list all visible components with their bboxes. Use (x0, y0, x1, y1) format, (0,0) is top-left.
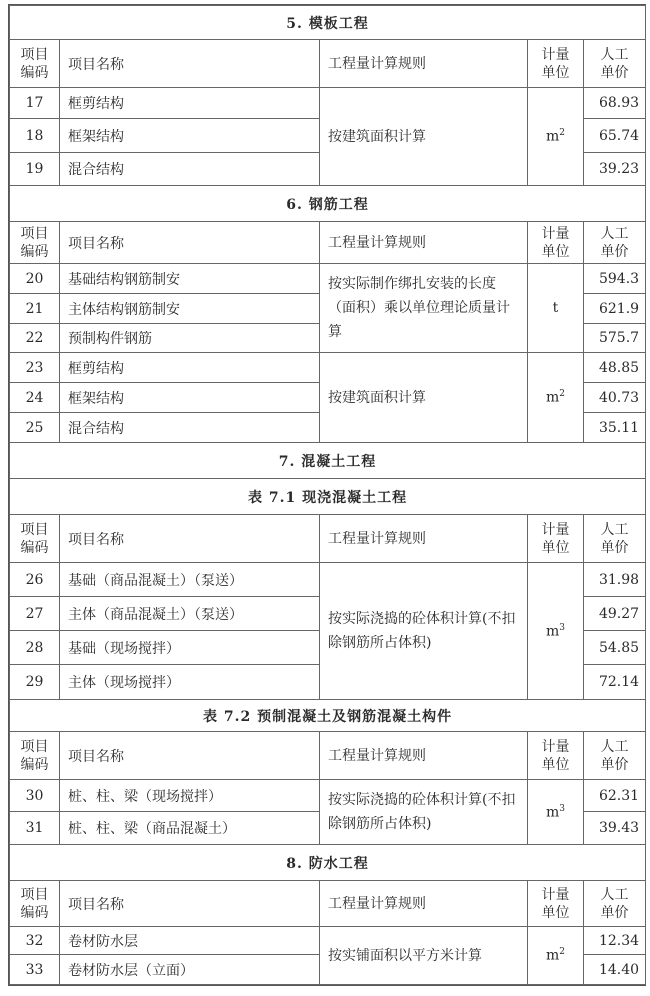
item-price: 48.85 (584, 353, 646, 383)
header-code: 项目 编码 (10, 881, 60, 927)
item-price: 39.43 (584, 812, 646, 845)
item-name: 框剪结构 (60, 88, 320, 119)
calc-rule: 按实际制作绑扎安装的长度（面积）乘以单位理论质量计算 (320, 264, 528, 353)
item-name: 基础（现场搅拌） (60, 631, 320, 665)
table-row (10, 88, 646, 119)
subtable-title-precast: 表 7.2 预制混凝土及钢筋混凝土构件 (10, 700, 646, 732)
header-unit: 计量 单位 (528, 222, 584, 264)
header-price: 人工 单价 (584, 732, 646, 780)
header-code: 项目 编码 (10, 40, 60, 88)
header-rule: 工程量计算规则 (320, 732, 528, 780)
item-name: 卷材防水层（立面） (60, 955, 320, 985)
item-name: 基础结构钢筋制安 (60, 264, 320, 294)
item-code: 23 (10, 353, 60, 383)
item-code: 22 (10, 324, 60, 353)
item-name: 主体（商品混凝土）（泵送） (60, 597, 320, 631)
item-name: 预制构件钢筋 (60, 324, 320, 353)
header-name: 项目名称 (60, 222, 320, 264)
unit-cell: $m^2$ (528, 88, 584, 186)
item-price: 621.9 (584, 294, 646, 324)
item-name: 桩、柱、梁（商品混凝土） (60, 812, 320, 845)
header-rule: 工程量计算规则 (320, 515, 528, 563)
item-code: 20 (10, 264, 60, 294)
header-code: 项目 编码 (10, 222, 60, 264)
item-code: 24 (10, 383, 60, 413)
table-row (10, 264, 646, 294)
header-row (10, 732, 646, 780)
item-code: 19 (10, 153, 60, 186)
item-price: 12.34 (584, 927, 646, 955)
item-name: 框架结构 (60, 119, 320, 153)
calc-rule: 按建筑面积计算 (320, 88, 528, 186)
header-price: 人工 单价 (584, 40, 646, 88)
item-price: 14.40 (584, 955, 646, 985)
item-price: 594.3 (584, 264, 646, 294)
header-name: 项目名称 (60, 40, 320, 88)
header-unit: 计量 单位 (528, 515, 584, 563)
item-code: 17 (10, 88, 60, 119)
item-code: 27 (10, 597, 60, 631)
header-unit: 计量 单位 (528, 881, 584, 927)
item-price: 49.27 (584, 597, 646, 631)
unit-cell: $m^2$ (528, 927, 584, 985)
section-title-formwork: 5. 模板工程 (10, 6, 646, 40)
header-name: 项目名称 (60, 515, 320, 563)
calc-rule: 按实际浇捣的砼体积计算(不扣除钢筋所占体积) (320, 780, 528, 845)
header-price: 人工 单价 (584, 222, 646, 264)
price-table-document (8, 4, 646, 986)
item-name: 框架结构 (60, 383, 320, 413)
item-code: 18 (10, 119, 60, 153)
item-name: 基础（商品混凝土）（泵送） (60, 563, 320, 597)
item-name: 卷材防水层 (60, 927, 320, 955)
item-price: 62.31 (584, 780, 646, 812)
header-rule: 工程量计算规则 (320, 881, 528, 927)
item-code: 28 (10, 631, 60, 665)
item-name: 混合结构 (60, 413, 320, 443)
item-price: 39.23 (584, 153, 646, 186)
table-row (10, 780, 646, 812)
header-price: 人工 单价 (584, 515, 646, 563)
price-table (9, 5, 646, 985)
header-price: 人工 单价 (584, 881, 646, 927)
header-row (10, 222, 646, 264)
item-price: 35.11 (584, 413, 646, 443)
section-title-rebar: 6. 钢筋工程 (10, 186, 646, 222)
item-price: 68.93 (584, 88, 646, 119)
header-row (10, 515, 646, 563)
item-code: 25 (10, 413, 60, 443)
item-code: 31 (10, 812, 60, 845)
item-code: 32 (10, 927, 60, 955)
header-row (10, 40, 646, 88)
calc-rule: 按实铺面积以平方米计算 (320, 927, 528, 985)
item-code: 30 (10, 780, 60, 812)
table-row (10, 353, 646, 383)
item-name: 混合结构 (60, 153, 320, 186)
item-price: 54.85 (584, 631, 646, 665)
item-code: 33 (10, 955, 60, 985)
item-price: 65.74 (584, 119, 646, 153)
subtable-title-cast-in-place: 表 7.1 现浇混凝土工程 (10, 479, 646, 515)
item-code: 21 (10, 294, 60, 324)
header-name: 项目名称 (60, 732, 320, 780)
header-code: 项目 编码 (10, 515, 60, 563)
table-row (10, 563, 646, 597)
section-title-waterproofing: 8. 防水工程 (10, 845, 646, 881)
header-code: 项目 编码 (10, 732, 60, 780)
item-name: 主体（现场搅拌） (60, 665, 320, 700)
header-name: 项目名称 (60, 881, 320, 927)
item-price: 72.14 (584, 665, 646, 700)
calc-rule: 按实际浇捣的砼体积计算(不扣除钢筋所占体积) (320, 563, 528, 700)
item-price: 575.7 (584, 324, 646, 353)
header-unit: 计量 单位 (528, 732, 584, 780)
header-rule: 工程量计算规则 (320, 40, 528, 88)
unit-cell: $m^3$ (528, 563, 584, 700)
header-row (10, 881, 646, 927)
item-code: 29 (10, 665, 60, 700)
item-price: 40.73 (584, 383, 646, 413)
section-title-concrete: 7. 混凝土工程 (10, 443, 646, 479)
table-row (10, 927, 646, 955)
item-name: 框剪结构 (60, 353, 320, 383)
item-code: 26 (10, 563, 60, 597)
header-unit: 计量 单位 (528, 40, 584, 88)
unit-cell: t (528, 264, 584, 353)
unit-cell: $m^3$ (528, 780, 584, 845)
item-price: 31.98 (584, 563, 646, 597)
unit-cell: $m^2$ (528, 353, 584, 443)
header-rule: 工程量计算规则 (320, 222, 528, 264)
item-name: 主体结构钢筋制安 (60, 294, 320, 324)
item-name: 桩、柱、梁（现场搅拌） (60, 780, 320, 812)
calc-rule: 按建筑面积计算 (320, 353, 528, 443)
